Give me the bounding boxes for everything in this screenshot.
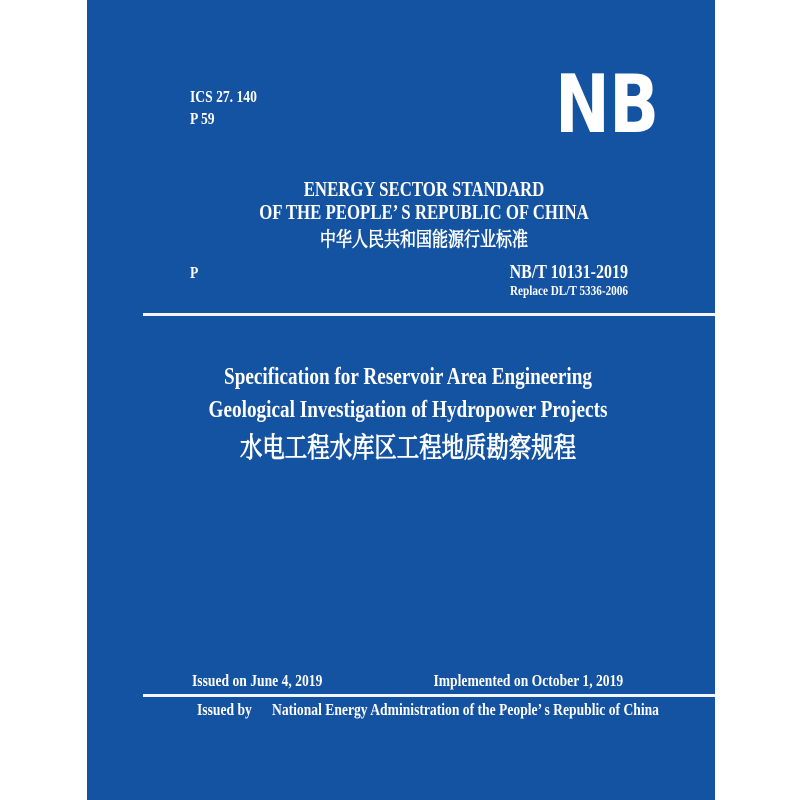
standard-header [191, 178, 657, 253]
title-zh: 水电工程水库区工程地质勘察规程 [239, 433, 577, 464]
title-en-line-2: Geological Investigation of Hydropower Projects [208, 397, 608, 423]
issued-by-label: Issued by [197, 700, 252, 719]
divider-line-bottom [143, 694, 715, 697]
title-en-line-1: Specification for Reservoir Area Engineering [224, 364, 592, 390]
divider-line-top [143, 313, 715, 316]
standard-number-block [510, 263, 628, 300]
standard-cover [87, 0, 715, 800]
doc-class-mark: P [190, 263, 199, 282]
dates-row [192, 671, 623, 691]
issued-date: Issued on June 4, 2019 [192, 671, 323, 690]
nb-logo: NB [555, 58, 659, 151]
standard-title-block [184, 361, 632, 467]
classification-code: P 59 [190, 109, 215, 128]
issuer-name: National Energy Administration of the People’ s Republic of China [271, 700, 659, 719]
ics-block [190, 86, 257, 130]
classification-row [190, 263, 628, 300]
implemented-date: Implemented on October 1, 2019 [433, 671, 623, 690]
header-line-en-1: ENERGY SECTOR STANDARD [303, 177, 545, 201]
replaces-note: Replace DL/T 5336-2006 [509, 284, 628, 299]
header-line-zh: 中华人民共和国能源行业标准 [320, 229, 528, 251]
standard-number: NB/T 10131-2019 [509, 261, 628, 283]
issuer-row [197, 700, 755, 720]
ics-code: ICS 27. 140 [190, 87, 257, 106]
header-line-en-2: OF THE PEOPLE’ S REPUBLIC OF CHINA [259, 200, 589, 224]
